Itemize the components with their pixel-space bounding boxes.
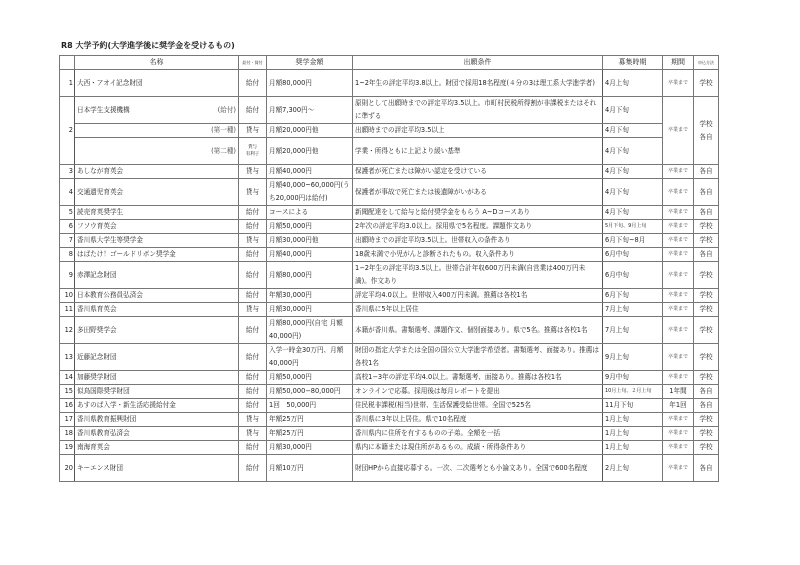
application-conditions: 住民税非課税(相当)世帯、生活保護受給世帯。全国で525名 — [353, 399, 603, 413]
application-conditions: 1~2年生の評定平均3.8以上。財団で採用18名程度(４分の3は理工系大学進学者) — [353, 70, 603, 97]
scholarship-amount: 月額80,000円(自宅 月額40,000円) — [267, 317, 353, 344]
application-conditions: 財団HPから直接応募する。一次、二次選考とも小論文あり。全国で600名程度 — [353, 455, 603, 482]
application-conditions: 財団の指定大学または全国の国公立大学進学希望者。書類選考、面接あり。推薦は各校1名 — [353, 344, 603, 371]
header-row — [60, 56, 719, 70]
term: 年1回 — [663, 399, 694, 413]
term: 卒業まで — [663, 289, 694, 303]
application-method: 各自 — [694, 179, 719, 206]
application-period: 4月下旬 — [603, 179, 663, 206]
header-method: 申込方法 — [694, 56, 719, 70]
application-method: 学校 — [694, 262, 719, 289]
application-period: 4月下旬 — [603, 97, 663, 124]
row-number: 9 — [60, 262, 75, 289]
term: 卒業まで — [663, 248, 694, 262]
benefit-type: 貸与 — [239, 124, 267, 138]
application-period: 6月下旬 — [603, 289, 663, 303]
row-number: 5 — [60, 206, 75, 220]
row-number: 20 — [60, 455, 75, 482]
row-number: 10 — [60, 289, 75, 303]
term: 卒業まで — [663, 97, 694, 165]
row-number: 8 — [60, 248, 75, 262]
benefit-type — [239, 138, 267, 165]
table-row — [60, 234, 719, 248]
application-period: 1月上旬 — [603, 441, 663, 455]
scholarship-amount: 月額40,000円 — [267, 248, 353, 262]
scholarship-amount: 月額30,000円 — [267, 303, 353, 317]
term: 卒業まで — [663, 179, 694, 206]
method-school: 学校 — [699, 119, 713, 128]
application-period: 6月中旬 — [603, 262, 663, 289]
application-conditions: 香川県に3年以上居住。県で10名程度 — [353, 413, 603, 427]
sub-type-label: (給付) — [217, 105, 236, 114]
term: 卒業まで — [663, 70, 694, 97]
benefit-type: 貸与 — [239, 234, 267, 248]
application-method: 学校 — [694, 427, 719, 441]
table-row — [60, 303, 719, 317]
scholarship-name: あすのば入学・新生活応援給付金 — [75, 399, 239, 413]
application-conditions: オンラインで応募。採用後は毎月レポートを提出 — [353, 385, 603, 399]
term: 卒業まで — [663, 303, 694, 317]
application-method: 学校 — [694, 413, 719, 427]
scholarship-amount: 年額30,000円 — [267, 289, 353, 303]
scholarship-name: 近藤記念財団 — [75, 344, 239, 371]
scholarship-amount: 月額30,000円他 — [267, 234, 353, 248]
table-row — [60, 344, 719, 371]
row-number: 12 — [60, 317, 75, 344]
application-method: 各自 — [694, 206, 719, 220]
application-conditions: 高校1−3年の評定平均4.0以上。書類選考、面接あり。推薦は各校1名 — [353, 371, 603, 385]
application-method: 学校 — [694, 70, 719, 97]
application-period: 6月下旬~8月 — [603, 234, 663, 248]
scholarship-amount: 月額40,000~60,000円(うち20,000円は給付) — [267, 179, 353, 206]
row-number: 16 — [60, 399, 75, 413]
scholarship-amount: 1回 50,000円 — [267, 399, 353, 413]
application-conditions: 新聞配達をして給与と給付奨学金をもらう A~Dコースあり — [353, 206, 603, 220]
application-period: 4月下旬 — [603, 165, 663, 179]
header-no — [60, 56, 75, 70]
application-conditions: 保護者が死亡または障がい認定を受けている — [353, 165, 603, 179]
scholarship-table — [59, 55, 719, 482]
header-period: 募集時期 — [603, 56, 663, 70]
page-title: R8 大学予約(大学進学後に奨学金を受けるもの) — [61, 41, 235, 50]
benefit-type: 給付 — [239, 344, 267, 371]
term: 卒業まで — [663, 206, 694, 220]
table-row — [60, 413, 719, 427]
benefit-type: 貸与 — [239, 427, 267, 441]
table-row — [60, 206, 719, 220]
table-row — [60, 441, 719, 455]
benefit-type: 給付 — [239, 371, 267, 385]
application-period: 6月中旬 — [603, 248, 663, 262]
benefit-type: 貸与 — [239, 179, 267, 206]
table-row — [60, 165, 719, 179]
application-period: 11月下旬 — [603, 399, 663, 413]
sub-type-label: (第一種) — [211, 126, 236, 134]
benefit-type: 貸与 — [239, 165, 267, 179]
application-conditions: 保護者が事故で死亡または後遺障がいがある — [353, 179, 603, 206]
application-conditions: 原則として出願時までの評定平均3.5以上。市町村民税所得割が非課税またはそれに準ずる — [353, 97, 603, 124]
name-main: 日本学生支援機構 — [77, 105, 130, 114]
benefit-type: 給付 — [239, 220, 267, 234]
benefit-type: 給付 — [239, 248, 267, 262]
term: 卒業まで — [663, 413, 694, 427]
scholarship-name: 交通遺児育英会 — [75, 179, 239, 206]
sub-type-label: (第二種) — [211, 146, 236, 155]
benefit-type: 給付 — [239, 455, 267, 482]
application-period: 4月上旬 — [603, 70, 663, 97]
benefit-type: 給付 — [239, 385, 267, 399]
application-conditions: 本籍が香川県。書類選考、課題作文、個別面接あり。県で5名。推薦は各校1名 — [353, 317, 603, 344]
table-row — [60, 70, 719, 97]
row-number: 14 — [60, 371, 75, 385]
header-conditions: 出願条件 — [353, 56, 603, 70]
header-type: 給付・貸付 — [239, 56, 267, 70]
row-number: 11 — [60, 303, 75, 317]
application-period: 9月上旬 — [603, 344, 663, 371]
table-row — [60, 179, 719, 206]
scholarship-name: 加藤奨学財団 — [75, 371, 239, 385]
row-number: 1 — [60, 70, 75, 97]
scholarship-amount: 月額80,000円 — [267, 70, 353, 97]
scholarship-amount: 月額50,000円 — [267, 371, 353, 385]
table-row — [60, 97, 719, 124]
table-row — [60, 455, 719, 482]
application-method: 学校 — [694, 234, 719, 248]
application-period: 1月上旬 — [603, 427, 663, 441]
application-period: 7月上旬 — [603, 303, 663, 317]
application-conditions: 2年次の評定平均3.0以上。採用県で5名程度。課題作文あり — [353, 220, 603, 234]
application-method: 学校 — [694, 289, 719, 303]
scholarship-amount: 入学一時金30万円、月額40,000円 — [267, 344, 353, 371]
table-row — [60, 427, 719, 441]
application-conditions: 1−2年生の評定平均3.5以上。世帯合計年収600万円未満(自営業は400万円未満)。作文あり — [353, 262, 603, 289]
application-method: 各自 — [694, 455, 719, 482]
benefit-type: 貸与 — [239, 303, 267, 317]
term: 卒業まで — [663, 455, 694, 482]
term: 卒業まで — [663, 165, 694, 179]
scholarship-name: キーエンス財団 — [75, 455, 239, 482]
term: 卒業まで — [663, 234, 694, 248]
header-name: 名称 — [75, 56, 239, 70]
method-self: 各自 — [699, 132, 713, 141]
header-amount: 奨学金額 — [267, 56, 353, 70]
scholarship-amount: コースによる — [267, 206, 353, 220]
application-method — [694, 97, 719, 165]
scholarship-name: 似鳥国際奨学財団 — [75, 385, 239, 399]
benefit-type-main: 貸与 — [248, 145, 257, 150]
table-row — [60, 385, 719, 399]
row-number: 15 — [60, 385, 75, 399]
application-method: 学校 — [694, 303, 719, 317]
term: 卒業まで — [663, 441, 694, 455]
application-method: 学校 — [694, 220, 719, 234]
application-conditions: 香川県に5年以上居住 — [353, 303, 603, 317]
application-conditions: 出願時までの評定平均3.5以上。世帯収入の条件あり — [353, 234, 603, 248]
scholarship-name: あしなが育英会 — [75, 165, 239, 179]
scholarship-amount: 月額80,000円 — [267, 262, 353, 289]
name-box — [77, 145, 236, 158]
scholarship-name: 日本教育公務員弘済会 — [75, 289, 239, 303]
benefit-type: 給付 — [239, 317, 267, 344]
application-method: 学校 — [694, 344, 719, 371]
row-number: 6 — [60, 220, 75, 234]
benefit-type: 給付 — [239, 399, 267, 413]
scholarship-name: 大西・アオイ記念財団 — [75, 70, 239, 97]
scholarship-amount: 月額20,000円他 — [267, 124, 353, 138]
application-period: 10月上旬、２月上旬 — [603, 385, 663, 399]
row-number: 2 — [60, 97, 75, 165]
scholarship-name — [75, 138, 239, 165]
row-number: 4 — [60, 179, 75, 206]
scholarship-name — [75, 97, 239, 124]
application-period: 4月下旬 — [603, 138, 663, 165]
application-conditions: 18歳未満で小児がんと診断されたもの。収入条件あり — [353, 248, 603, 262]
table-row — [60, 399, 719, 413]
benefit-type: 給付 — [239, 70, 267, 97]
benefit-type: 給付 — [239, 97, 267, 124]
application-period: 9月中旬 — [603, 371, 663, 385]
row-number: 19 — [60, 441, 75, 455]
scholarship-name: 南海育英会 — [75, 441, 239, 455]
table-row — [60, 371, 719, 385]
application-conditions: 県内に本籍または現住所があるもの。成績・所得条件あり — [353, 441, 603, 455]
term: 卒業まで — [663, 262, 694, 289]
scholarship-amount: 月額30,000円 — [267, 441, 353, 455]
application-conditions: 香川県内に住所を有するものの子弟。全額を一括 — [353, 427, 603, 441]
application-conditions: 学業・所得ともに上記より緩い基準 — [353, 138, 603, 165]
name-box — [77, 124, 236, 137]
application-method: 各自 — [694, 165, 719, 179]
term: 卒業まで — [663, 427, 694, 441]
benefit-type: 給付 — [239, 441, 267, 455]
row-number: 18 — [60, 427, 75, 441]
scholarship-name: はばたけ！ゴールドリボン奨学金 — [75, 248, 239, 262]
scholarship-name: 赤澤記念財団 — [75, 262, 239, 289]
application-method: 各自 — [694, 399, 719, 413]
scholarship-amount: 年額25万円 — [267, 413, 353, 427]
term: 卒業まで — [663, 371, 694, 385]
table-row — [60, 289, 719, 303]
application-conditions: 評定平均4.0以上。世帯収入400万円未満。推薦は各校1名 — [353, 289, 603, 303]
application-method: 各自 — [694, 385, 719, 399]
benefit-type-sub: 有利子 — [245, 152, 260, 157]
application-period: 1月上旬 — [603, 413, 663, 427]
header-term: 期間 — [663, 56, 694, 70]
scholarship-name: 香川県教育振興財団 — [75, 413, 239, 427]
benefit-type: 給付 — [239, 289, 267, 303]
scholarship-name: 読売育英奨学生 — [75, 206, 239, 220]
scholarship-name: フソウ育英会 — [75, 220, 239, 234]
application-method: 学校 — [694, 441, 719, 455]
application-period: 4月下旬 — [603, 124, 663, 138]
scholarship-name: 香川県育英会 — [75, 303, 239, 317]
term: 卒業まで — [663, 220, 694, 234]
scholarship-amount: 月額50,000円 — [267, 220, 353, 234]
table-row — [60, 220, 719, 234]
application-method: 学校 — [694, 371, 719, 385]
scholarship-amount: 月額50,000−80,000円 — [267, 385, 353, 399]
scholarship-amount: 月額40,000円 — [267, 165, 353, 179]
table-row — [60, 248, 719, 262]
scholarship-amount: 月額10万円 — [267, 455, 353, 482]
table-row — [60, 317, 719, 344]
scholarship-amount: 月額20,000円他 — [267, 138, 353, 165]
table-row — [60, 138, 719, 165]
scholarship-amount: 年額25万円 — [267, 427, 353, 441]
scholarship-amount: 月額7,300円～ — [267, 97, 353, 124]
application-period: 5月下旬、9月上旬 — [603, 220, 663, 234]
application-period: 2月上旬 — [603, 455, 663, 482]
table-row — [60, 262, 719, 289]
application-method: 学校 — [694, 317, 719, 344]
scholarship-name: 香川県教育弘済会 — [75, 427, 239, 441]
name-box — [77, 104, 236, 117]
row-number: 17 — [60, 413, 75, 427]
scholarship-name: 香川県大学生等奨学金 — [75, 234, 239, 248]
benefit-type: 貸与 — [239, 413, 267, 427]
application-period: 7月上旬 — [603, 317, 663, 344]
row-number: 7 — [60, 234, 75, 248]
application-conditions: 出願時までの評定平均3.5以上 — [353, 124, 603, 138]
term: 1年間 — [663, 385, 694, 399]
row-number: 13 — [60, 344, 75, 371]
application-method: 各自 — [694, 248, 719, 262]
benefit-type: 給付 — [239, 262, 267, 289]
benefit-type: 給付 — [239, 206, 267, 220]
term: 卒業まで — [663, 317, 694, 344]
table-row — [60, 124, 719, 138]
scholarship-name: 多田野奨学会 — [75, 317, 239, 344]
application-period: 4月下旬 — [603, 206, 663, 220]
term: 卒業まで — [663, 344, 694, 371]
scholarship-name — [75, 124, 239, 138]
row-number: 3 — [60, 165, 75, 179]
